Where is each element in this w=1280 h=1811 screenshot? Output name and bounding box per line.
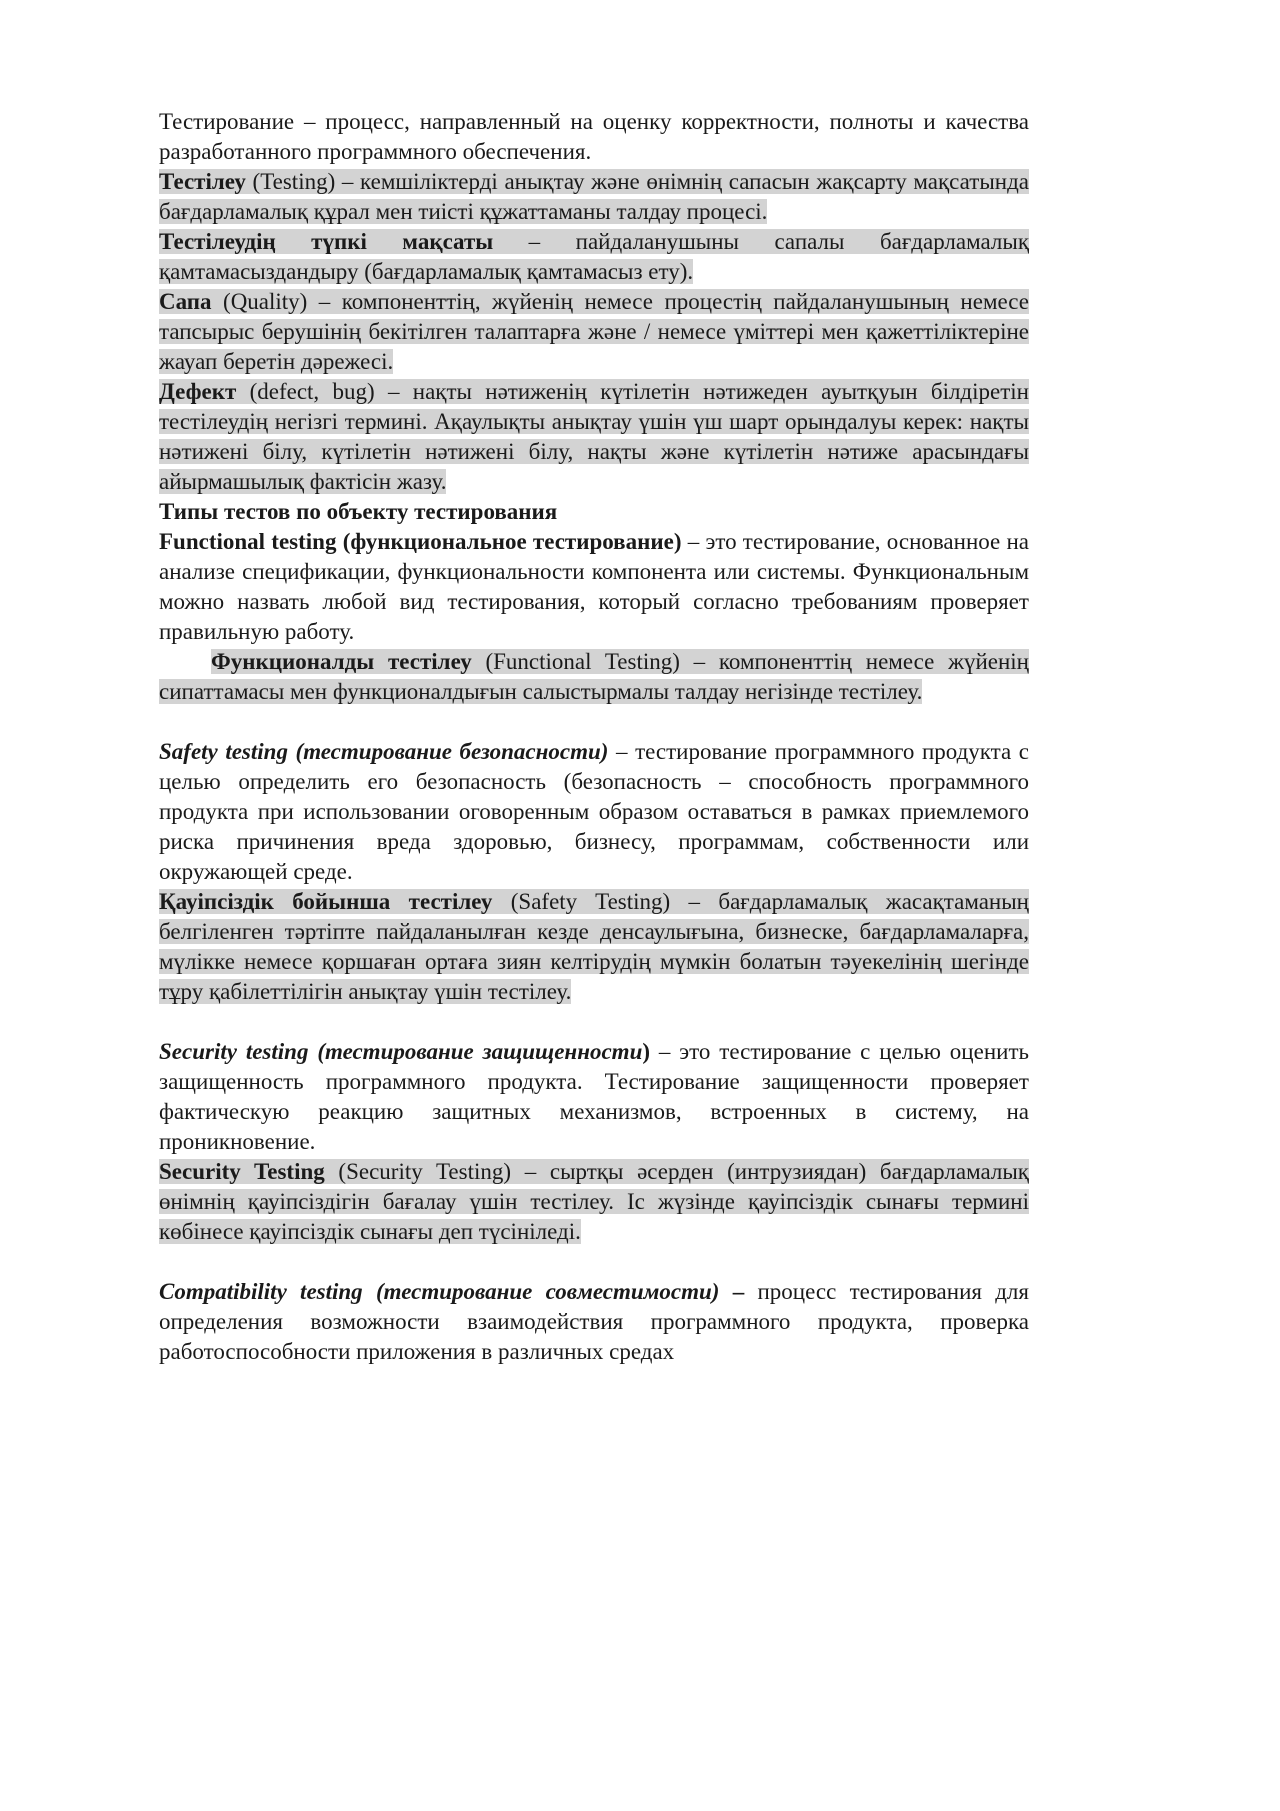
- document-page: [159, 107, 1029, 1367]
- empty-line: [159, 707, 1029, 737]
- paragraph-functional-testing-kk: [159, 647, 1029, 707]
- paragraph-security-testing-ru: [159, 1037, 1029, 1157]
- highlighted-span: [159, 229, 1029, 284]
- term-bold-italic: Safety testing (тестирование безопасности): [159, 739, 609, 764]
- highlighted-span: [159, 289, 1029, 374]
- paragraph-safety-testing-kk: [159, 887, 1029, 1007]
- paragraph-testing-goal: [159, 227, 1029, 287]
- paragraph-text: – это тестирование, основанное на анализе спецификации, функциональности компонента или системы. Функциональным можно назвать любой вид тестирования, который согласно требованиям проверяет правильную работу.: [159, 529, 1029, 644]
- term-bold: Тестілеудің түпкі мақсаты: [159, 229, 494, 254]
- paragraph-safety-testing-ru: [159, 737, 1029, 887]
- paragraph-text: Тестирование – процесс, направленный на оценку корректности, полноты и качества разработанного программного обеспечения.: [159, 109, 1029, 164]
- paragraph-quality-definition: [159, 287, 1029, 377]
- heading-text: Типы тестов по объекту тестирования: [159, 499, 558, 524]
- term-bold: Сапа: [159, 289, 212, 314]
- term-bold: Security Testing: [159, 1159, 325, 1184]
- paragraph-text: (Functional Testing) – компоненттің немесе жүйенің сипаттамасы мен функционалдығын салыстырмалы талдау негізінде тестілеу.: [159, 649, 1029, 704]
- highlighted-span: [159, 649, 1029, 704]
- term-bold: Дефект: [159, 379, 237, 404]
- term-bold: Функционалды тестілеу: [211, 649, 472, 674]
- section-heading: [159, 497, 1029, 527]
- term-bold-italic: Compatibility testing (тестирование совместимости): [159, 1279, 720, 1304]
- paragraph-text: (Safety Testing) – бағдарламалық жасақтаманың белгіленген тәртіпте пайдаланылған кезде денсаулығына, бизнеске, бағдарламаларға, мүлікке немесе қоршаған ортаға зиян келтірудің мүмкін болатын тәуекелінің шегінде тұру қабілеттілігін анықтау үшін тестілеу.: [159, 889, 1029, 1004]
- empty-line: [159, 1247, 1029, 1277]
- term-bold: Қауіпсіздік бойынша тестілеу: [159, 889, 493, 914]
- term-bold-italic: Security testing (тестирование защищенности: [159, 1039, 643, 1064]
- highlighted-span: [159, 889, 1029, 1004]
- term-bold-tail: –: [719, 1279, 745, 1304]
- paragraph-text: (defect, bug) – нақты нәтиженің күтілетін нәтижеден ауытқуын білдіретін тестілеудің негізгі термині. Ақаулықты анықтау үшін үш шарт орындалуы керек: нақты нәтижені білу, күтілетін нәтижені білу, нақты және күтілетін нәтиже арасындағы айырмашылық фактісін жазу.: [159, 379, 1029, 494]
- term-bold: Functional testing (функциональное тестирование): [159, 529, 682, 554]
- paragraph-text: – пайдаланушыны сапалы бағдарламалық қамтамасыздандыру (бағдарламалық қамтамасыз ету).: [159, 229, 1029, 284]
- highlighted-span: [159, 169, 1029, 224]
- paragraph-text: (Quality) – компоненттің, жүйенің немесе процестің пайдаланушының немесе тапсырыс берушінің бекітілген талаптарға және / немесе үміттері мен қажеттіліктеріне жауап беретін дәрежесі.: [159, 289, 1029, 374]
- paragraph-defect-definition: [159, 377, 1029, 497]
- paragraph-text: – тестирование программного продукта с целью определить его безопасность (безопасность – способность программного продукта при использовании оговоренным образом оставаться в рамках приемлемого риска причинения вреда здоровью, бизнесу, программам, собственности или окружающей среде.: [159, 739, 1029, 884]
- term-bold: Тестілеу: [159, 169, 246, 194]
- paragraph-text: (Testing) – кемшіліктерді анықтау және өнімнің сапасын жақсарту мақсатында бағдарламалық құрал мен тиісті құжаттаманы талдау процесі.: [159, 169, 1029, 224]
- highlighted-span: [159, 1159, 1029, 1244]
- paragraph-compatibility-testing-ru: [159, 1277, 1029, 1367]
- paragraph-functional-testing-ru: [159, 527, 1029, 647]
- paragraph-text: процесс тестирования для определения возможности взаимодействия программного продукта, проверка работоспособности приложения в различных средах: [159, 1279, 1029, 1364]
- term-bold-tail: ): [642, 1039, 651, 1064]
- paragraph-testing-definition-ru: [159, 107, 1029, 167]
- highlighted-span: [159, 379, 1029, 494]
- paragraph-text: – это тестирование с целью оценить защищенность программного продукта. Тестирование защищенности проверяет фактическую реакцию защитных механизмов, встроенных в систему, на проникновение.: [159, 1039, 1029, 1154]
- empty-line: [159, 1007, 1029, 1037]
- paragraph-text: (Security Testing) – сыртқы әсерден (интрузиядан) бағдарламалық өнімнің қауіпсіздігін бағалау үшін тестілеу. Іс жүзінде қауіпсіздік сынағы термині көбінесе қауіпсіздік сынағы деп түсініледі.: [159, 1159, 1029, 1244]
- paragraph-testileu-definition: [159, 167, 1029, 227]
- paragraph-security-testing-kk: [159, 1157, 1029, 1247]
- page-bottom-clip: [159, 1277, 1029, 1367]
